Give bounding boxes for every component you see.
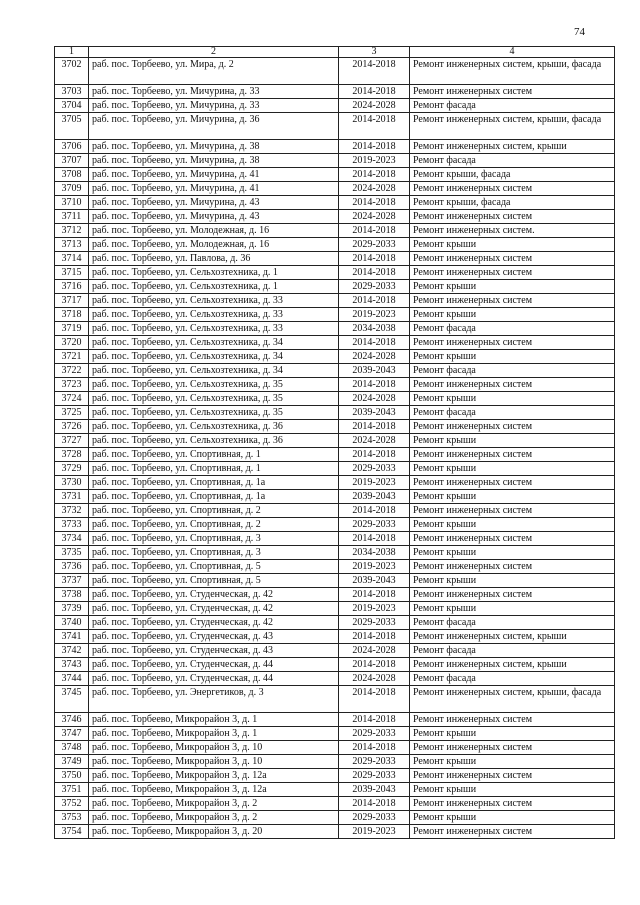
row-period: 2014-2018 [339,85,410,99]
row-period: 2014-2018 [339,532,410,546]
row-address: раб. пос. Торбеево, ул. Студенческая, д. 43 [89,630,339,644]
row-number: 3740 [55,616,89,630]
row-number: 3725 [55,406,89,420]
row-number: 3731 [55,490,89,504]
row-work-type: Ремонт крыши [410,574,615,588]
row-work-type: Ремонт инженерных систем, крыши, фасада [410,686,615,713]
row-work-type: Ремонт инженерных систем [410,182,615,196]
table-row [55,85,615,99]
row-address: раб. пос. Торбеево, ул. Сельхозтехника, д. 34 [89,350,339,364]
row-work-type: Ремонт инженерных систем, крыши, фасада [410,58,615,85]
row-period: 2019-2023 [339,154,410,168]
row-work-type: Ремонт крыши [410,755,615,769]
page-number: 74 [574,26,585,38]
row-period: 2029-2033 [339,616,410,630]
row-work-type: Ремонт фасада [410,364,615,378]
row-work-type: Ремонт инженерных систем [410,504,615,518]
row-address: раб. пос. Торбеево, Микрорайон 3, д. 10 [89,741,339,755]
table-row [55,434,615,448]
row-number: 3702 [55,58,89,85]
row-period: 2014-2018 [339,266,410,280]
row-address: раб. пос. Торбеево, ул. Сельхозтехника, д. 34 [89,336,339,350]
row-work-type: Ремонт инженерных систем. [410,224,615,238]
table-row [55,308,615,322]
row-address: раб. пос. Торбеево, Микрорайон 3, д. 1 [89,727,339,741]
row-period: 2014-2018 [339,504,410,518]
row-number: 3751 [55,783,89,797]
row-work-type: Ремонт крыши [410,392,615,406]
row-number: 3718 [55,308,89,322]
table-row [55,741,615,755]
table-row [55,588,615,602]
row-number: 3729 [55,462,89,476]
row-period: 2029-2033 [339,462,410,476]
row-period: 2014-2018 [339,713,410,727]
row-number: 3734 [55,532,89,546]
row-work-type: Ремонт инженерных систем [410,741,615,755]
row-address: раб. пос. Торбеево, ул. Мичурина, д. 43 [89,196,339,210]
row-address: раб. пос. Торбеево, ул. Энергетиков, д. 3 [89,686,339,713]
row-period: 2039-2043 [339,364,410,378]
row-address: раб. пос. Торбеево, ул. Сельхозтехника, д. 35 [89,392,339,406]
row-number: 3723 [55,378,89,392]
row-period: 2014-2018 [339,168,410,182]
row-number: 3708 [55,168,89,182]
table-row [55,532,615,546]
row-number: 3745 [55,686,89,713]
row-address: раб. пос. Торбеево, ул. Спортивная, д. 2 [89,518,339,532]
table-row [55,616,615,630]
row-address: раб. пос. Торбеево, ул. Мичурина, д. 38 [89,154,339,168]
row-address: раб. пос. Торбеево, Микрорайон 3, д. 10 [89,755,339,769]
row-address: раб. пос. Торбеево, ул. Павлова, д. 36 [89,252,339,266]
table-row [55,644,615,658]
row-period: 2039-2043 [339,783,410,797]
row-number: 3748 [55,741,89,755]
table-row [55,280,615,294]
row-work-type: Ремонт крыши [410,350,615,364]
row-number: 3739 [55,602,89,616]
table-row [55,168,615,182]
row-address: раб. пос. Торбеево, ул. Мичурина, д. 41 [89,168,339,182]
row-period: 2014-2018 [339,113,410,140]
table-row [55,727,615,741]
row-work-type: Ремонт инженерных систем [410,825,615,839]
row-number: 3714 [55,252,89,266]
row-address: раб. пос. Торбеево, ул. Спортивная, д. 3 [89,546,339,560]
table-row [55,364,615,378]
row-period: 2019-2023 [339,308,410,322]
row-address: раб. пос. Торбеево, ул. Спортивная, д. 1 [89,462,339,476]
row-number: 3712 [55,224,89,238]
row-period: 2014-2018 [339,224,410,238]
row-work-type: Ремонт инженерных систем [410,266,615,280]
row-period: 2014-2018 [339,294,410,308]
row-number: 3749 [55,755,89,769]
table-row [55,448,615,462]
row-work-type: Ремонт инженерных систем [410,797,615,811]
table-row [55,811,615,825]
row-work-type: Ремонт крыши [410,783,615,797]
row-period: 2029-2033 [339,769,410,783]
repair-schedule-table [54,46,615,839]
row-number: 3753 [55,811,89,825]
row-number: 3709 [55,182,89,196]
table-row [55,99,615,113]
row-work-type: Ремонт инженерных систем [410,420,615,434]
row-address: раб. пос. Торбеево, ул. Мичурина, д. 33 [89,99,339,113]
row-address: раб. пос. Торбеево, ул. Сельхозтехника, д. 33 [89,294,339,308]
row-number: 3706 [55,140,89,154]
row-number: 3720 [55,336,89,350]
row-work-type: Ремонт инженерных систем, крыши [410,140,615,154]
row-number: 3724 [55,392,89,406]
row-address: раб. пос. Торбеево, ул. Мичурина, д. 36 [89,113,339,140]
row-number: 3726 [55,420,89,434]
row-number: 3710 [55,196,89,210]
table-row [55,196,615,210]
row-number: 3742 [55,644,89,658]
row-number: 3741 [55,630,89,644]
row-work-type: Ремонт крыши [410,308,615,322]
table-row [55,336,615,350]
row-work-type: Ремонт фасада [410,644,615,658]
row-address: раб. пос. Торбеево, ул. Спортивная, д. 5 [89,560,339,574]
row-period: 2024-2028 [339,392,410,406]
row-period: 2024-2028 [339,210,410,224]
row-address: раб. пос. Торбеево, ул. Мичурина, д. 33 [89,85,339,99]
row-work-type: Ремонт крыши [410,490,615,504]
table-row [55,294,615,308]
row-address: раб. пос. Торбеево, ул. Мичурина, д. 43 [89,210,339,224]
row-address: раб. пос. Торбеево, ул. Сельхозтехника, д. 1 [89,280,339,294]
row-number: 3735 [55,546,89,560]
row-work-type: Ремонт инженерных систем [410,378,615,392]
row-address: раб. пос. Торбеево, ул. Спортивная, д. 3 [89,532,339,546]
row-period: 2014-2018 [339,448,410,462]
row-number: 3732 [55,504,89,518]
row-period: 2014-2018 [339,588,410,602]
table-row [55,406,615,420]
row-number: 3707 [55,154,89,168]
row-work-type: Ремонт инженерных систем [410,532,615,546]
row-period: 2014-2018 [339,686,410,713]
table-row [55,266,615,280]
row-number: 3750 [55,769,89,783]
row-work-type: Ремонт инженерных систем [410,252,615,266]
row-work-type: Ремонт инженерных систем [410,85,615,99]
row-number: 3738 [55,588,89,602]
row-period: 2014-2018 [339,58,410,85]
row-period: 2024-2028 [339,99,410,113]
row-period: 2019-2023 [339,825,410,839]
row-period: 2014-2018 [339,378,410,392]
table-row [55,462,615,476]
row-number: 3711 [55,210,89,224]
row-work-type: Ремонт фасада [410,154,615,168]
row-address: раб. пос. Торбеево, ул. Молодежная, д. 16 [89,224,339,238]
row-work-type: Ремонт фасада [410,406,615,420]
row-number: 3722 [55,364,89,378]
row-address: раб. пос. Торбеево, ул. Студенческая, д. 42 [89,588,339,602]
table-row [55,378,615,392]
row-work-type: Ремонт крыши, фасада [410,196,615,210]
row-number: 3747 [55,727,89,741]
row-number: 3730 [55,476,89,490]
row-number: 3744 [55,672,89,686]
table-row [55,350,615,364]
row-period: 2024-2028 [339,350,410,364]
row-work-type: Ремонт инженерных систем [410,769,615,783]
row-period: 2014-2018 [339,797,410,811]
table-row [55,490,615,504]
row-number: 3737 [55,574,89,588]
table-row [55,238,615,252]
row-address: раб. пос. Торбеево, ул. Сельхозтехника, д. 35 [89,406,339,420]
row-address: раб. пос. Торбеево, ул. Сельхозтехника, д. 1 [89,266,339,280]
row-work-type: Ремонт крыши [410,280,615,294]
row-address: раб. пос. Торбеево, Микрорайон 3, д. 2 [89,797,339,811]
row-work-type: Ремонт крыши [410,811,615,825]
row-work-type: Ремонт инженерных систем [410,713,615,727]
table-row [55,140,615,154]
row-number: 3719 [55,322,89,336]
row-work-type: Ремонт инженерных систем [410,336,615,350]
table-row [55,546,615,560]
row-period: 2039-2043 [339,574,410,588]
row-work-type: Ремонт крыши [410,518,615,532]
row-address: раб. пос. Торбеево, ул. Сельхозтехника, д. 36 [89,420,339,434]
table-row [55,420,615,434]
table-row [55,224,615,238]
row-period: 2029-2033 [339,755,410,769]
row-address: раб. пос. Торбеево, ул. Сельхозтехника, д. 34 [89,364,339,378]
row-period: 2029-2033 [339,811,410,825]
table-row [55,154,615,168]
row-address: раб. пос. Торбеево, ул. Студенческая, д. 44 [89,672,339,686]
table-row [55,672,615,686]
table-row [55,182,615,196]
row-work-type: Ремонт инженерных систем, крыши, фасада [410,113,615,140]
row-address: раб. пос. Торбеево, ул. Студенческая, д. 42 [89,616,339,630]
row-address: раб. пос. Торбеево, Микрорайон 3, д. 1 [89,713,339,727]
row-number: 3728 [55,448,89,462]
row-address: раб. пос. Торбеево, ул. Спортивная, д. 1 [89,448,339,462]
row-number: 3717 [55,294,89,308]
row-period: 2014-2018 [339,140,410,154]
row-address: раб. пос. Торбеево, ул. Мира, д. 2 [89,58,339,85]
row-address: раб. пос. Торбеево, Микрорайон 3, д. 12а [89,769,339,783]
row-address: раб. пос. Торбеево, ул. Студенческая, д. 43 [89,644,339,658]
row-address: раб. пос. Торбеево, ул. Спортивная, д. 2 [89,504,339,518]
row-address: раб. пос. Торбеево, ул. Студенческая, д. 44 [89,658,339,672]
row-number: 3727 [55,434,89,448]
row-work-type: Ремонт крыши [410,238,615,252]
table-row [55,392,615,406]
row-period: 2024-2028 [339,644,410,658]
row-address: раб. пос. Торбеево, ул. Мичурина, д. 38 [89,140,339,154]
row-address: раб. пос. Торбеево, Микрорайон 3, д. 2 [89,811,339,825]
table-row [55,210,615,224]
row-number: 3733 [55,518,89,532]
row-number: 3715 [55,266,89,280]
row-address: раб. пос. Торбеево, ул. Сельхозтехника, д. 33 [89,308,339,322]
column-header-address: 2 [89,47,339,58]
row-work-type: Ремонт фасада [410,672,615,686]
row-number: 3713 [55,238,89,252]
row-number: 3716 [55,280,89,294]
table-row [55,783,615,797]
row-period: 2029-2033 [339,518,410,532]
row-address: раб. пос. Торбеево, ул. Молодежная, д. 16 [89,238,339,252]
column-header-work: 4 [410,47,615,58]
row-period: 2024-2028 [339,182,410,196]
row-number: 3705 [55,113,89,140]
row-address: раб. пос. Торбеево, ул. Сельхозтехника, д. 36 [89,434,339,448]
row-work-type: Ремонт инженерных систем [410,294,615,308]
row-number: 3754 [55,825,89,839]
row-period: 2014-2018 [339,336,410,350]
row-work-type: Ремонт инженерных систем [410,210,615,224]
row-work-type: Ремонт крыши [410,546,615,560]
row-work-type: Ремонт инженерных систем [410,560,615,574]
table-header-row [55,47,615,58]
table-row [55,504,615,518]
row-work-type: Ремонт крыши [410,462,615,476]
row-period: 2019-2023 [339,602,410,616]
row-work-type: Ремонт крыши [410,727,615,741]
row-number: 3703 [55,85,89,99]
row-address: раб. пос. Торбеево, ул. Спортивная, д. 1а [89,476,339,490]
row-period: 2014-2018 [339,630,410,644]
table-row [55,113,615,140]
row-period: 2034-2038 [339,322,410,336]
row-period: 2029-2033 [339,280,410,294]
table-row [55,560,615,574]
table-row [55,713,615,727]
table-row [55,658,615,672]
row-period: 2029-2033 [339,238,410,252]
table-row [55,476,615,490]
row-address: раб. пос. Торбеево, Микрорайон 3, д. 20 [89,825,339,839]
row-period: 2014-2018 [339,252,410,266]
row-period: 2019-2023 [339,560,410,574]
table-row [55,686,615,713]
row-work-type: Ремонт фасада [410,616,615,630]
row-work-type: Ремонт крыши [410,434,615,448]
row-address: раб. пос. Торбеево, ул. Спортивная, д. 5 [89,574,339,588]
row-period: 2014-2018 [339,420,410,434]
row-number: 3743 [55,658,89,672]
table-row [55,755,615,769]
row-period: 2039-2043 [339,406,410,420]
row-period: 2034-2038 [339,546,410,560]
row-work-type: Ремонт крыши, фасада [410,168,615,182]
table-row [55,252,615,266]
row-period: 2029-2033 [339,727,410,741]
table-body [55,58,615,839]
table-row [55,602,615,616]
row-period: 2014-2018 [339,658,410,672]
table-row [55,574,615,588]
row-number: 3752 [55,797,89,811]
row-period: 2014-2018 [339,196,410,210]
row-number: 3736 [55,560,89,574]
row-work-type: Ремонт инженерных систем [410,588,615,602]
row-address: раб. пос. Торбеево, Микрорайон 3, д. 12а [89,783,339,797]
table-row [55,825,615,839]
row-work-type: Ремонт инженерных систем [410,448,615,462]
column-header-number: 1 [55,47,89,58]
row-work-type: Ремонт фасада [410,99,615,113]
row-work-type: Ремонт фасада [410,322,615,336]
table-row [55,797,615,811]
table-row [55,322,615,336]
table-row [55,518,615,532]
row-address: раб. пос. Торбеево, ул. Спортивная, д. 1а [89,490,339,504]
row-period: 2024-2028 [339,434,410,448]
row-address: раб. пос. Торбеево, ул. Сельхозтехника, д. 33 [89,322,339,336]
row-period: 2014-2018 [339,741,410,755]
row-period: 2024-2028 [339,672,410,686]
row-work-type: Ремонт инженерных систем, крыши [410,658,615,672]
column-header-period: 3 [339,47,410,58]
row-address: раб. пос. Торбеево, ул. Студенческая, д. 42 [89,602,339,616]
row-number: 3721 [55,350,89,364]
row-period: 2019-2023 [339,476,410,490]
row-work-type: Ремонт инженерных систем, крыши [410,630,615,644]
table-row [55,769,615,783]
row-work-type: Ремонт крыши [410,602,615,616]
row-number: 3746 [55,713,89,727]
row-address: раб. пос. Торбеево, ул. Сельхозтехника, д. 35 [89,378,339,392]
row-address: раб. пос. Торбеево, ул. Мичурина, д. 41 [89,182,339,196]
table-row [55,630,615,644]
row-work-type: Ремонт инженерных систем [410,476,615,490]
table-row [55,58,615,85]
row-period: 2039-2043 [339,490,410,504]
row-number: 3704 [55,99,89,113]
